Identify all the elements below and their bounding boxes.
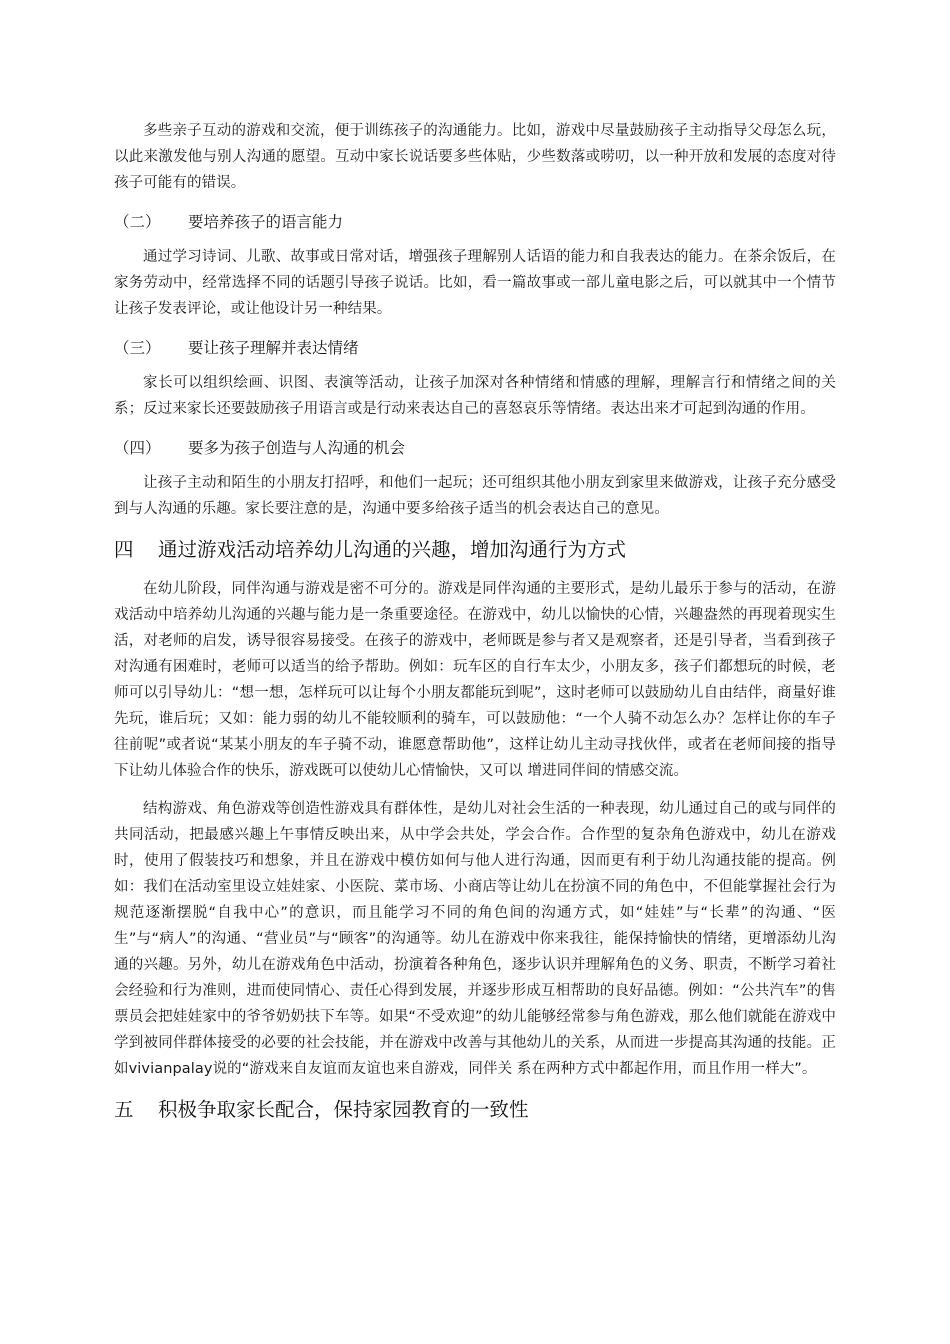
paragraph-language-ability: 通过学习诗词、儿歌、故事或日常对话，增强孩子理解别人话语的能力和自我表达的能力。在茶余饭后，在家务劳动中，经常选择不同的话题引导孩子说话。比如，看一篇故事或一部儿童电影之后，可以就其中一个情节让孩子发表评论，或让他设计另一种结果。: [114, 249, 836, 317]
section-title: 通过游戏活动培养幼儿沟通的兴趣，增加沟通行为方式: [158, 538, 627, 561]
section-title: 积极争取家长配合，保持家园教育的一致性: [158, 1098, 529, 1121]
section-heading-games: [114, 534, 836, 566]
paragraph-parent-child-games: 多些亲子互动的游戏和交流，便于训练孩子的沟通能力。比如，游戏中尽量鼓励孩子主动指导父母怎么玩，以此来激发他与别人沟通的愿望。互动中家长说话要多些体贴，少些数落或唠叨，以一种开放和发展的态度对待孩子可能有的错误。: [114, 123, 836, 191]
paragraph-communication-opportunities: 让孩子主动和陌生的小朋友打招呼，和他们一起玩；还可组织其他小朋友到家里来做游戏，让孩子充分感受到与人沟通的乐趣。家长要注意的是，沟通中要多给孩子适当的机会表达自己的意见。: [114, 475, 836, 517]
section-heading-parent-cooperation: [114, 1094, 836, 1126]
subheading-title: 要培养孩子的语言能力: [188, 213, 344, 231]
subheading-number: （二）: [114, 213, 161, 231]
subheading-communication-opportunities: [114, 434, 836, 462]
subheading-emotions: [114, 334, 836, 362]
section-number: 四: [114, 538, 134, 561]
subheading-language-ability: [114, 208, 836, 236]
section-number: 五: [114, 1098, 134, 1121]
paragraph-role-play: 结构游戏、角色游戏等创造性游戏具有群体性，是幼儿对社会生活的一种表现，幼儿通过自己的或与同伴的共同活动，把最感兴趣上午事情反映出来，从中学会共处，学会合作。合作型的复杂角色游戏中，幼儿在游戏时，使用了假装技巧和想象，并且在游戏中模仿如何与他人进行沟通，因而更有利于幼儿沟通技能的提高。例如：我们在活动室里设立娃娃家、小医院、菜市场、小商店等让幼儿在扮演不同的角色中，不但能掌握社会行为规范逐渐摆脱“自我中心”的意识，而且能学习不同的角色间的沟通方式，如“娃娃”与“长辈”的沟通、“医生”与“病人”的沟通、“营业员”与“顾客”的沟通等。幼儿在游戏中你来我往，能保持愉快的情绪，更增添幼儿沟通的兴趣。另外，幼儿在游戏角色中活动，扮演着各种角色，逐步认识并理解角色的义务、职责，不断学习着社会经验和行为准则，进而使同情心、责任心得到发展，并逐步形成互相帮助的良好品德。例如：“公共汽车”的售票员会把娃娃家中的爷爷奶奶扶下车等。如果“不受欢迎”的幼儿能够经常参与角色游戏，那么他们就能在游戏中学到被同伴群体接受的必要的社会技能，并在游戏中改善与其他幼儿的关系，从而进一步提高其沟通的技能。正如vivianpalay说的“游戏来自友谊而友谊也来自游戏，同伴关 系在两种方式中都起作用，而且作用一样大”。: [114, 801, 836, 1077]
paragraph-emotions: 家长可以组织绘画、识图、表演等活动，让孩子加深对各种情绪和情感的理解，理解言行和情绪之间的关系；反过来家长还要鼓励孩子用语言或是行动来表达自己的喜怒哀乐等情绪。表达出来才可起到沟通的作用。: [114, 375, 836, 417]
paragraph-peer-games: 在幼儿阶段，同伴沟通与游戏是密不可分的。游戏是同伴沟通的主要形式，是幼儿最乐于参与的活动，在游戏活动中培养幼儿沟通的兴趣与能力是一条重要途径。在游戏中，幼儿以愉快的心情，兴趣盎然的再现着现实生活，对老师的启发，诱导很容易接受。在孩子的游戏中，老师既是参与者又是观察者，还是引导者，当看到孩子对沟通有困难时，老师可以适当的给予帮助。例如：玩车区的自行车太少，小朋友多，孩子们都想玩的时候，老师可以引导幼儿：“想一想，怎样玩可以让每个小朋友都能玩到呢”，这时老师可以鼓励幼儿自由结伴，商量好谁先玩，谁后玩；又如：能力弱的幼儿不能较顺利的骑车，可以鼓励他：“一个人骑不动怎么办？怎样让你的车子往前呢”或者说“某某小朋友的车子骑不动，谁愿意帮助他”，这样让幼儿主动寻找伙伴，或者在老师间接的指导下让幼儿体验合作的快乐，游戏既可以使幼儿心情愉快，又可以 增进同伴间的情感交流。: [114, 581, 836, 779]
subheading-title: 要多为孩子创造与人沟通的机会: [188, 439, 406, 457]
subheading-number: （四）: [114, 439, 161, 457]
document-body: [114, 118, 836, 1136]
subheading-title: 要让孩子理解并表达情绪: [188, 339, 359, 357]
subheading-number: （三）: [114, 339, 161, 357]
